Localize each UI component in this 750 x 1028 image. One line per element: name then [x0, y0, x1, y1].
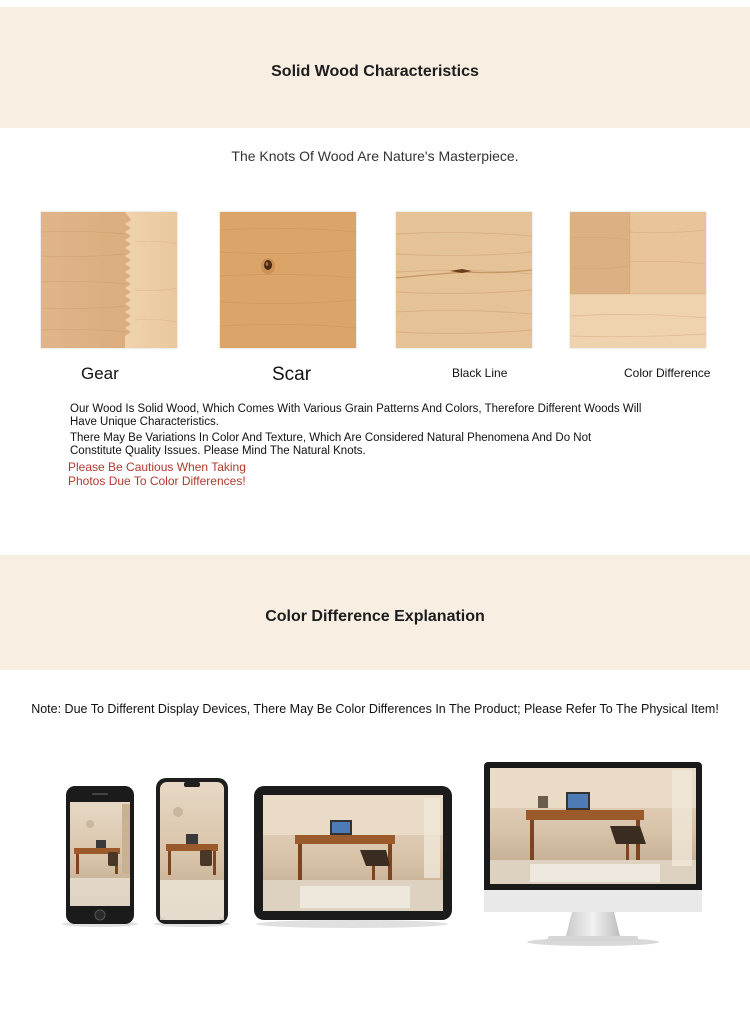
- sample-label-gear: Gear: [81, 364, 119, 383]
- monitor-icon: [484, 762, 702, 946]
- description-paragraph-1: Our Wood Is Solid Wood, Which Comes With Various Grain Patterns And Colors, Therefore Different Woods Will Have Unique Characteristics.: [70, 403, 642, 428]
- description-paragraph-2: There May Be Variations In Color And Texture, Which Are Considered Natural Phenomena And Do Not Constitute Quality Issues. Please Mind The Natural Knots.: [70, 432, 592, 457]
- section-header-band-2: [0, 555, 750, 670]
- sample-label-black-line: Black Line: [452, 366, 508, 380]
- section-title-2: Color Difference Explanation: [265, 608, 485, 625]
- display-note: Note: Due To Different Display Devices, There May Be Color Differences In The Product; Please Refer To The Physical Item!: [31, 702, 719, 716]
- section-title: Solid Wood Characteristics: [271, 63, 479, 80]
- wood-black-line-swatch: [396, 212, 532, 348]
- section-subtitle: The Knots Of Wood Are Nature's Masterpiece.: [231, 148, 519, 164]
- phone-icon: [154, 778, 230, 927]
- tablet-icon: [254, 786, 452, 928]
- phone-icon: [62, 786, 138, 927]
- wood-gear-swatch: [41, 212, 177, 348]
- wood-color-difference-swatch: [570, 212, 706, 348]
- color-warning-text: Please Be Cautious When Taking Photos Due To Color Differences!: [68, 460, 246, 488]
- devices-illustration: [0, 740, 750, 960]
- section-header-band: [0, 7, 750, 128]
- wood-scar-swatch: [220, 212, 356, 348]
- sample-label-scar: Scar: [272, 364, 312, 385]
- sample-label-color-difference: Color Difference: [624, 366, 711, 380]
